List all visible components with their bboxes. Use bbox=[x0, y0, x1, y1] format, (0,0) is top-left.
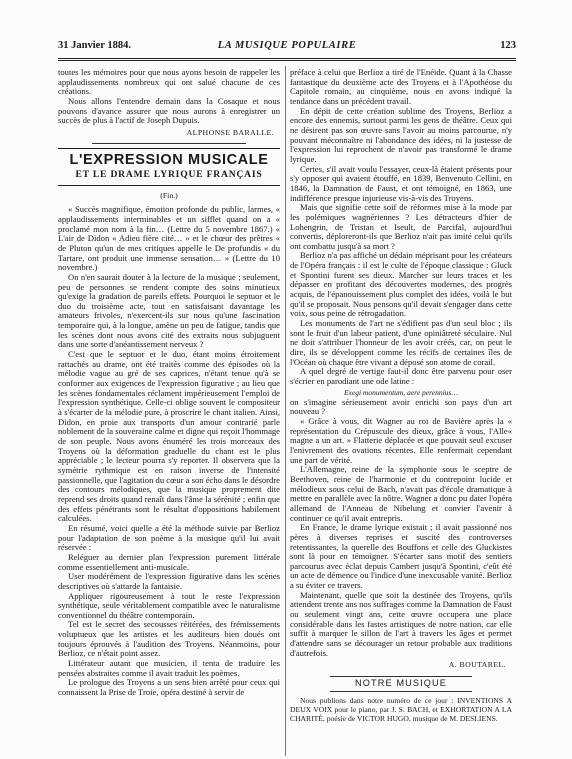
fin-marker: (Fin.) bbox=[160, 190, 178, 200]
article-paragraph: A quel degré de vertige faut-il donc être parvenu pour oser s'écrier en parodiant une ode latine : bbox=[290, 366, 512, 386]
article-paragraph: Appliquer rigoureusement à tout le reste l'expression synthétique, seule véritablement compatible avec le naturalisme conventionnel du théâtre contemporain. bbox=[58, 590, 280, 620]
music-notice: Nous publions dans notre numéro de ce jour : INVENTIONS A DEUX VOIX pour le piano, par J. S. BACH, et EXHORTATION A LA CHARITÉ, poésie de VICTOR HUGO, musique de M. DESLIENS. bbox=[290, 695, 512, 724]
publication-title: LA MUSIQUE POPULAIRE bbox=[217, 40, 357, 51]
page-number: 123 bbox=[500, 40, 516, 51]
article-heading bbox=[58, 148, 280, 186]
article-paragraph: Maintenant, quelle que soit la destinée des Troyens, qu'ils attendent trente ans nos suffrages comme la Damnation de Faust ou seulement vingt ans, cette œuvre occupera une place considérable dans les fastes artistiques de notre nation, car elle suffit à marquer le sillon de l'art à travers les âges et permet d'attendre sans se décourager un retour probable aux traditions d'autrefois. bbox=[290, 589, 512, 658]
article-paragraph: Tel est le secret des secousses réitérées, des frémissements voluptueux que les artistes et les auditeurs bien doués ont toujours éprouvés à l'audition des Troyens. Néanmoins, pour Berlioz, ce n'était point assez. bbox=[58, 619, 280, 659]
article-signature: A. BOUTAREL. bbox=[448, 660, 506, 670]
latin-quote: Exegi monumentum, aere perennius… bbox=[343, 387, 458, 397]
article-paragraph: Le prologue des Troyens a un sens bien arrêté pour ceux qui connaissent la Prise de Troie, opéra destiné à servir de bbox=[58, 677, 280, 698]
issue-date: 31 Janvier 1884. bbox=[58, 40, 132, 51]
article-paragraph: on s'imagine sérieusement avoir enrichi son pays d'un art nouveau ? bbox=[290, 396, 512, 417]
left-column bbox=[58, 68, 280, 758]
intro-paragraph: Nous allons l'entendre demain dans la Cosaque et nous pouvons d'avance assurer que nous aurons à enregistrer un succès de plus à l'actif de Joseph Dupuis. bbox=[58, 95, 280, 126]
separator-rule bbox=[92, 143, 246, 144]
article-paragraph: En résumé, voici quelle a été la méthode suivie par Berlioz pour l'adaptation de son poème à la musique qu'il lui avait réservée : bbox=[58, 522, 280, 553]
article-paragraph: préface à celui que Berlioz a tiré de l'Enéide. Quant à la Chasse fantastique du deuxième acte des Troyens et à l'Apothéose du Capitole romain, au cinquième, nous en avons indiqué la tendance dans un précédent travail. bbox=[290, 68, 512, 106]
right-column bbox=[290, 68, 512, 758]
article-title: L'EXPRESSION MUSICALE bbox=[69, 151, 269, 168]
article-subtitle: ET LE DRAME LYRIQUE FRANÇAIS bbox=[75, 168, 263, 180]
article-paragraph: Berlioz n'a pas affiché un dédain méprisant pour les créateurs de l'Opéra français : il est le culte de l'époque classique : Gluck et Spontini furent ses dieux. Marcher sur leurs traces et les dépasser en profitant des découvertes modernes, des progrès acquis, de l'épanouissement plus complet des idées, voilà le but qu'il se proposait. Nous pensons qu'il devait s'engager dans cette voix, sous peine de rétrogadation. bbox=[290, 250, 512, 319]
article-paragraph: C'est que le septuor et le duo, étant moins étroitement rattachés au drame, ont été traités comme des épisodes où la mélodie vague au gré de ses caprices, n'étant tenue qu'à se conformer aux exigences de l'expression figurative ; au lieu que les scènes fondamentales réclament impérieusement l'emploi de l'expression synthétique. Celle-ci oblige souvent le compositeur à s'écarter de la mélodie pure, à proscrire le chant italien. Ainsi, Didon, en proie aux transports d'un amour contrarié parle noblement de la souveraine calme et digne qui reçoit l'hommage de son peuple. Nous avons énuméré les trois morceaux des Troyens où la déformation graduelle du chant est le plus appréciable ; le lecteur pourra s'y reporter. Il observera que la symétrie rythmique est en raison inverse de l'intensité passionnelle, que l'agitation du cœur a son écho dans le désordre des contours mélodiques, que la musique proprement dite reprend ses droits quand renaît dans l'âme la sérénité ; enfin que des effets pénétrants sont le résultat d'oppositions habilement calculées. bbox=[58, 349, 280, 524]
article-paragraph: Les monuments de l'art ne s'édifient pas d'un seul bloc ; ils sont le fruit d'un labeur patient, d'une opiniâtreté séculaire. Nul ne doit s'attribuer l'honneur de les avoir créés, car, on peut le dire, ils se développent comme les récifs de certaines îles de l'Océan où chaque être vivant a déposé son atome de corail. bbox=[290, 318, 512, 367]
article-paragraph: « Grâce à vous, dit Wagner au roi de Bavière après la « représentation du Crépuscule des dieux, grâce à vous, l'Alle« magne a un art. » Flatterie déplacée et que pouvait seul excuser l'enivrement des ovations récentes. Elle renfermait cependant une part de vérité. bbox=[290, 415, 512, 465]
article-paragraph: Reléguer au dernier plan l'expression purement littérale comme essentiellement anti-musicale. bbox=[58, 551, 280, 572]
intro-paragraph: toutes les mémoires pour que nous ayons besoin de rappeler les applaudissements nombreux qui ont salué chacune de ces créations. bbox=[58, 68, 280, 97]
article-paragraph: Certes, s'il avait voulu l'essayer, ceux-là étaient présents pour s'y opposer qui avaient étouffé, en 1839, Benvenuto Cellini, en 1846, la Damnation de Faust, et ont témoigné, en 1863, une indifférence presque injurieuse vis-à-vis des Troyens. bbox=[290, 163, 512, 203]
article-paragraph: On n'en saurait douter à la lecture de la musique ; seulement, peu de personnes se rendent compte des soins minutieux qu'exige la gradation de pareils effets. Pourquoi le septuor et le duo du troisième acte, tout en satisfaisant davantage les amateurs frivoles, n'exercent-ils sur nous qu'une fascination temporaire qui, à la longue, amène un peu de fatigue, tandis que les scènes dont nous avons cité des extraits nous subjuguent dans une sorte d'anéantissement nerveux ? bbox=[58, 271, 280, 350]
section-heading-notre-musique: NOTRE MUSIQUE bbox=[330, 676, 472, 692]
column-divider bbox=[285, 66, 286, 756]
article-paragraph: L'Allemagne, reine de la symphonie sous le sceptre de Beethoven, reine de l'harmonie et du contrepoint lucide et mélodieux sous celui de Bach, n'avait pas d'école dramatique à mettre en parallèle avec la nôtre. Wagner a donc pu dater l'opéra allemand de l'Anneau de Nibelung et convier l'avenir à continuer ce qu'il avait entrepris. bbox=[290, 464, 512, 523]
article-paragraph: Mais que signifie cette soif de réformes mise à la mode par les polémiques wagnériennes ? Les détracteurs d'hier de Lohengrin, de Tristan et Iseult, de Parcifal, aujourd'hui convertis, déploreront-ils que Berlioz n'ait pas imité celui qu'ils ont combattu jusqu'à sa mort ? bbox=[290, 202, 512, 251]
article-paragraph: En dépit de cette création sublime des Troyens, Berlioz a encore des ennemis, surtout parmi les gens de théâtre. Ceux qui ne désirent pas son œuvre sans l'avoir au moins parcourue, n'y pouvant méconnaître ni l'abondance des idées, ni la justesse de l'expression lui reprochent de n'avoir pas transformé le drame lyrique. bbox=[290, 105, 512, 164]
article-paragraph: User modérément de l'expression figurative dans les scènes descriptives où s'attarde la fantaisie. bbox=[58, 571, 280, 591]
intro-signature: ALPHONSE BARALLE. bbox=[186, 127, 274, 137]
page-header bbox=[58, 38, 516, 56]
header-rule bbox=[58, 58, 516, 61]
article-paragraph: En France, le drame lyrique existait ; il avait passionné nos pères à diverses reprises et suscité des controverses retentissantes, la querelle des Bouffons et celle des Gluckistes sont là pour en témoigner. S'écarter sans motif des sentiers parcourus avec éclat depuis Cambert jusqu'à Spontini, c'eût été un acte de démence ou l'indice d'une inexcusable vanité. Berlioz a su éviter ce travers. bbox=[290, 522, 512, 591]
article-paragraph: « Succès magnifique, émotion profonde du public, larmes, « applaudissements interminables et un sifflet quand on a « proclamé mon nom à la fin… (Lettre du 5 novembre 1867.) « L'air de Didon « Adieu fière cité… » et le chœur des prêtres « de Pluton qu'un de mes critiques appelle le De profundis « du Tartare, ont produit une immense sensation… » (Lettre du 10 novembre.) bbox=[58, 204, 280, 273]
article-paragraph: Littérateur autant que musicien, il tenta de traduire les pensées abstraites comme il avait traduit les poèmes. bbox=[58, 658, 280, 678]
